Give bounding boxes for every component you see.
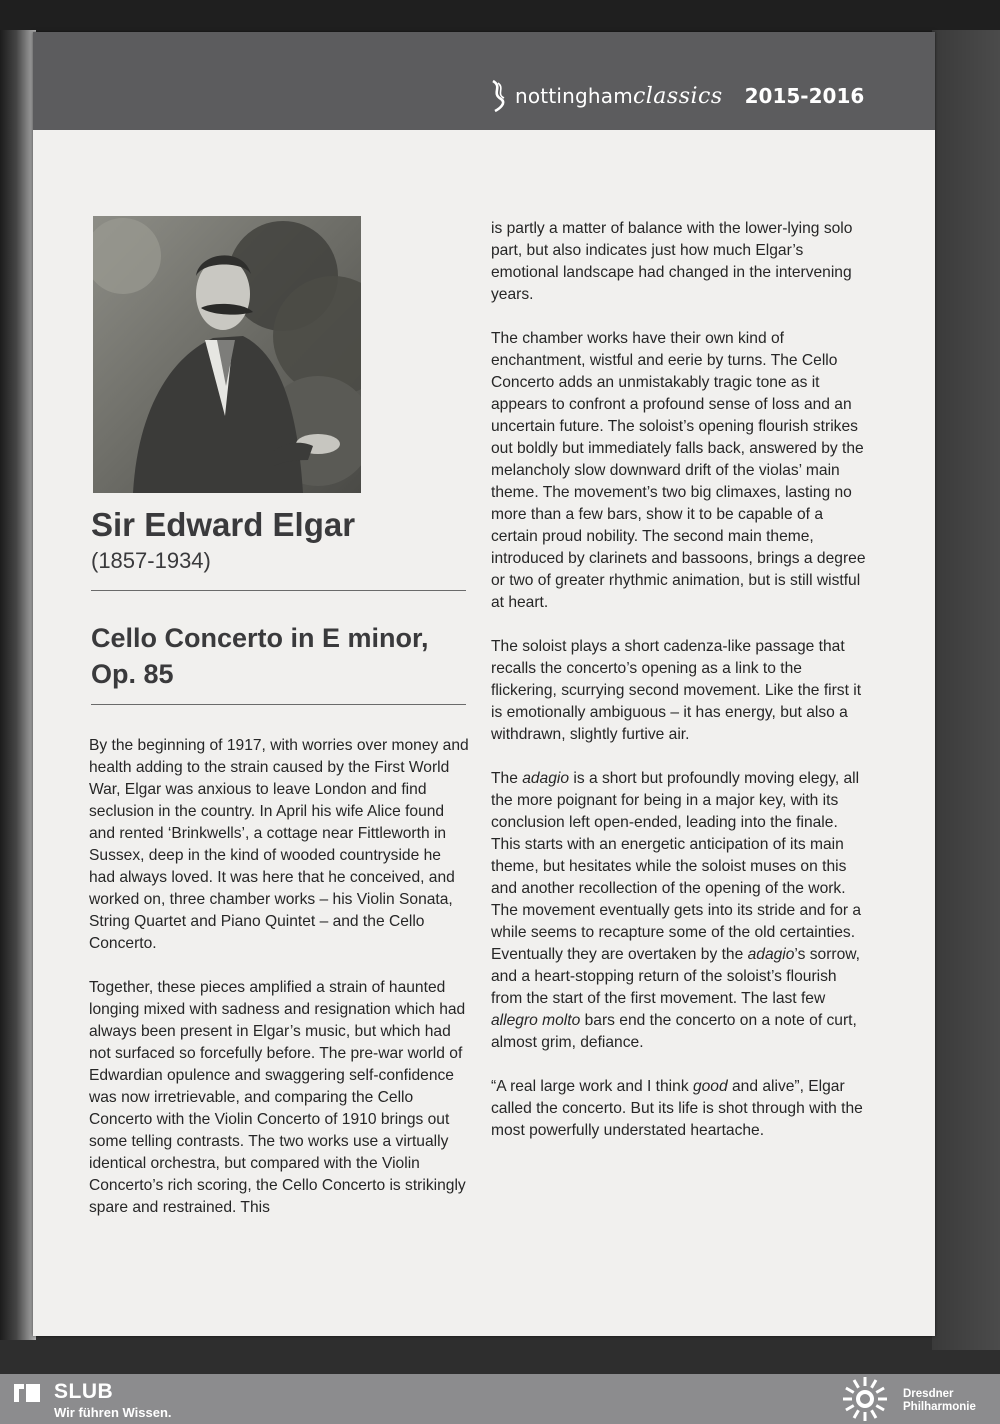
composer-portrait	[93, 216, 361, 493]
body-paragraph: Together, these pieces amplified a strain of haunted longing mixed with sadness and resignation which had always been present in Elgar’s music, but which had not surfaced so forcefully before. The pre-war world of Edwardian opulence and swaggering self-confidence was now irretrievable, and comparing the Cello Concerto with the Violin Concerto of 1910 brings out some telling contrasts. The two works use a virtually identical orchestra, but compared with the Violin Concerto’s rich scoring, the Cello Concerto is strikingly spare and restrained. This	[89, 979, 466, 1216]
brand-script: classics	[632, 83, 723, 109]
italic-term: adagio	[522, 770, 570, 787]
text-run: The	[491, 770, 523, 787]
program-page	[33, 32, 935, 1336]
body-column-left	[89, 735, 469, 1241]
swirl-logo-icon	[489, 79, 509, 113]
text-run: ’s sorrow, and a heart-stopping return of the soloist’s flourish from the start of the first movement. The last few	[491, 946, 860, 1007]
italic-term: good	[692, 1078, 728, 1095]
italic-term: allegro molto	[491, 1012, 581, 1029]
body-paragraph: The chamber works have their own kind of enchantment, wistful and eerie by turns. The Cello Concerto adds an unmistakably tragic tone as it appears to confront a profound sense of loss and an uncertain future. The soloist’s opening flourish strikes out boldly but immediately falls back, answered by the melancholy slow downward drift of the violas’ main theme. The movement’s two big climaxes, lasting no more than a few bars, show it to be capable of a certain proud nobility. The second main theme, introduced by clarinets and bassoons, brings a degree or two of greater rhythmic animation, but is still wistful at heart.	[491, 330, 866, 611]
italic-term: adagio	[747, 946, 795, 963]
header-band	[33, 32, 935, 130]
portrait-photo	[93, 216, 361, 493]
text-run: “A real large work and I think	[491, 1078, 693, 1095]
text-run: bars end the concerto on a note of curt, almost grim, defiance.	[491, 1012, 857, 1051]
brand-lockup	[489, 76, 864, 116]
dresdner-philharmonie-logo-icon	[840, 1376, 890, 1422]
body-paragraph	[491, 1076, 871, 1142]
body-column-right	[491, 218, 871, 1164]
library-name: SLUB	[54, 1380, 114, 1403]
season-label: 2015-2016	[744, 84, 865, 108]
composer-name: Sir Edward Elgar	[91, 506, 356, 543]
body-paragraph	[491, 768, 871, 1054]
footer-bar	[0, 1374, 1000, 1424]
divider-rule	[91, 590, 466, 591]
body-paragraph: is partly a matter of balance with the lower-lying solo part, but also indicates just how much Elgar’s emotional landscape had changed in the intervening years.	[491, 220, 853, 303]
scan-right-margin	[932, 30, 1000, 1350]
orchestra-name	[903, 1388, 976, 1414]
scan-top-margin	[0, 0, 1000, 34]
body-paragraph: The soloist plays a short cadenza-like passage that recalls the concerto’s opening as a link to the flickering, scurrying second movement. Like the first it is emotionally ambiguous – it has energy, but also a withdrawn, slightly furtive air.	[491, 638, 862, 743]
orchestra-name-line2: Philharmonie	[903, 1401, 976, 1413]
text-run: and alive”, Elgar called the concerto. But its life is shot through with the most powerfully understated heartache.	[491, 1078, 863, 1139]
divider-rule	[91, 704, 466, 705]
body-paragraph: By the beginning of 1917, with worries over money and health adding to the strain caused by the First World War, Elgar was anxious to leave London and find seclusion in the country. In April his wife Alice found and rented ‘Brinkwells’, a cottage near Fittleworth in Sussex, deep in the kind of wooded countryside he had always loved. It was here that he conceived, and worked on, three chamber works – his Violin Sonata, String Quartet and Piano Quintet – and the Cello Concerto.	[89, 737, 469, 952]
orchestra-name-line1: Dresdner	[903, 1388, 954, 1400]
scan-left-page-edge	[0, 30, 36, 1340]
composer-dates: (1857-1934)	[91, 548, 211, 573]
brand-name: nottingham	[515, 84, 633, 108]
work-title: Cello Concerto in E minor, Op. 85	[91, 623, 429, 689]
slub-logo-icon	[12, 1382, 42, 1404]
text-run: is a short but profoundly moving elegy, all the more poignant for being in a major key, with its conclusion left open-ended, leading into the finale. This starts with an energetic anticipation of its main theme, but hesitates while the soloist muses on this and another recollection of the opening of the work. The movement eventually gets into its stride and for a while seems to recapture some of the old certainties. Eventually they are overtaken by the	[491, 770, 862, 963]
library-tagline: Wir führen Wissen.	[54, 1405, 172, 1420]
